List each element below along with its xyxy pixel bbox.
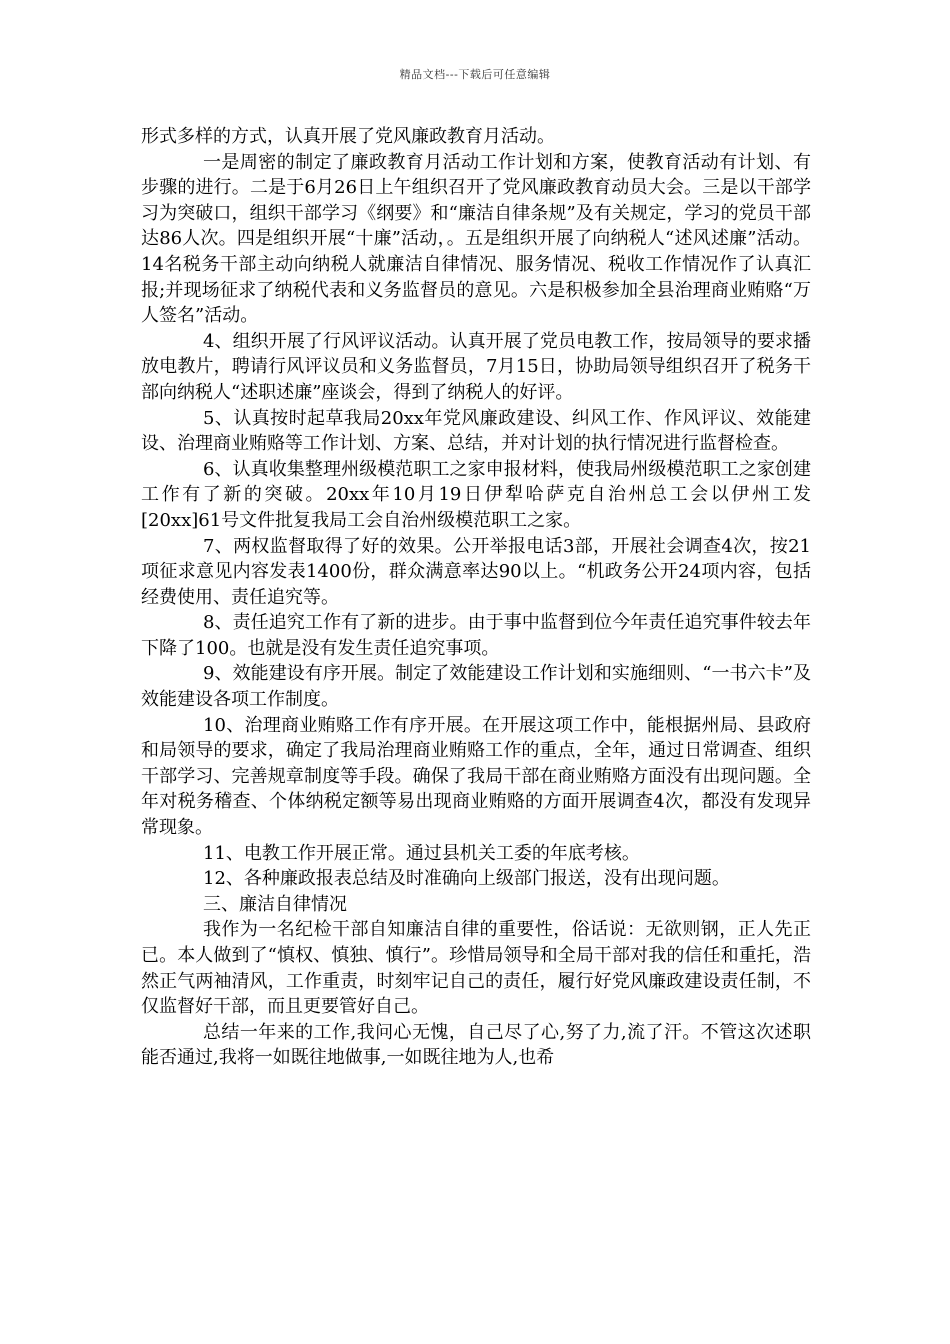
paragraph-summary: 总结一年来的工作,我问心无愧，自己尽了心,努了力,流了汗。不管这次述职能否通过,我将一如既往地做事,一如既往地为人,也希 xyxy=(141,1021,811,1069)
paragraph-intro: 形式多样的方式，认真开展了党风廉政教育月活动。 xyxy=(141,126,555,147)
paragraph-item-7: 7、两权监督取得了好的效果。公开举报电话3部，开展社会调查4次，按21项征求意见内容发表1400份，群众满意率达90以上。“机政务公开24项内容，包括经费使用、责任追究等。 xyxy=(141,535,811,608)
paragraph-item-5: 5、认真按时起草我局20xx年党风廉政建设、纠风工作、作风评议、效能建设、治理商业贿赂等工作计划、方案、总结，并对计划的执行情况进行监督检查。 xyxy=(141,407,811,455)
paragraph-item-9: 9、效能建设有序开展。制定了效能建设工作计划和实施细则、“一书六卡”及效能建设各项工作制度。 xyxy=(141,663,811,711)
paragraph-item-11: 11、电教工作开展正常。通过县机关工委的年底考核。 xyxy=(203,842,640,864)
section-heading-self-discipline: 三、廉洁自律情况 xyxy=(203,893,347,915)
page-header: 精品文档---下载后可任意编辑 xyxy=(399,68,551,81)
paragraph-item-10: 10、治理商业贿赂工作有序开展。在开展这项工作中，能根据州局、县政府和局领导的要求，确定了我局治理商业贿赂工作的重点，全年，通过日常调查、组织干部学习、完善规章制度等手段。确保了我局干部在商业贿赂方面没有出现问题。全年对税务稽查、个体纳税定额等易出现商业贿赂的方面开展调查4次，都没有发现异常现象。 xyxy=(141,714,811,839)
paragraph-item-8: 8、责任追究工作有了新的进步。由于事中监督到位今年责任追究事件较去年下降了100。也就是没有发生责任追究事项。 xyxy=(141,612,811,659)
paragraph-self-discipline: 我作为一名纪检干部自知廉洁自律的重要性，俗话说：无欲则钢，正人先正已。本人做到了“慎权、慎独、慎行”。珍惜局领导和全局干部对我的信任和重托，浩然正气两袖清风，工作重责，时刻牢记自己的责任，履行好党风廉政建设责任制，不仅监督好干部，而且更要管好自己。 xyxy=(141,919,811,1018)
paragraph-item-6: 6、认真收集整理州级模范职工之家申报材料，使我局州级模范职工之家创建工作有了新的突破。20xx年10月19日伊犁哈萨克自治州总工会以伊州工发[20xx]61号文件批复我局工会自治州级模范职工之家。 xyxy=(141,458,811,531)
paragraph-education-month: 一是周密的制定了廉政教育月活动工作计划和方案，使教育活动有计划、有步骤的进行。二是于6月26日上午组织召开了党风廉政教育动员大会。三是以干部学习为突破口，组织干部学习《纲要》和“廉洁自律条规”及有关规定，学习的党员干部达86人次。四是组织开展“十廉”活动，。五是组织开展了向纳税人“述风述廉”活动。14名税务干部主动向纳税人就廉洁自律情况、服务情况、税收工作情况作了认真汇报;并现场征求了纳税代表和义务监督员的意见。六是积极参加全县治理商业贿赂“万人签名”活动。 xyxy=(141,151,811,327)
paragraph-item-12: 12、各种廉政报表总结及时准确向上级部门报送，没有出现问题。 xyxy=(203,868,730,890)
paragraph-item-4: 4、组织开展了行风评议活动。认真开展了党员电教工作，按局领导的要求播放电教片，聘请行风评议员和义务监督员，7月15日，协助局领导组织召开了税务干部向纳税人“述职述廉”座谈会，得到了纳税人的好评。 xyxy=(141,330,811,403)
document-body xyxy=(141,124,811,1071)
